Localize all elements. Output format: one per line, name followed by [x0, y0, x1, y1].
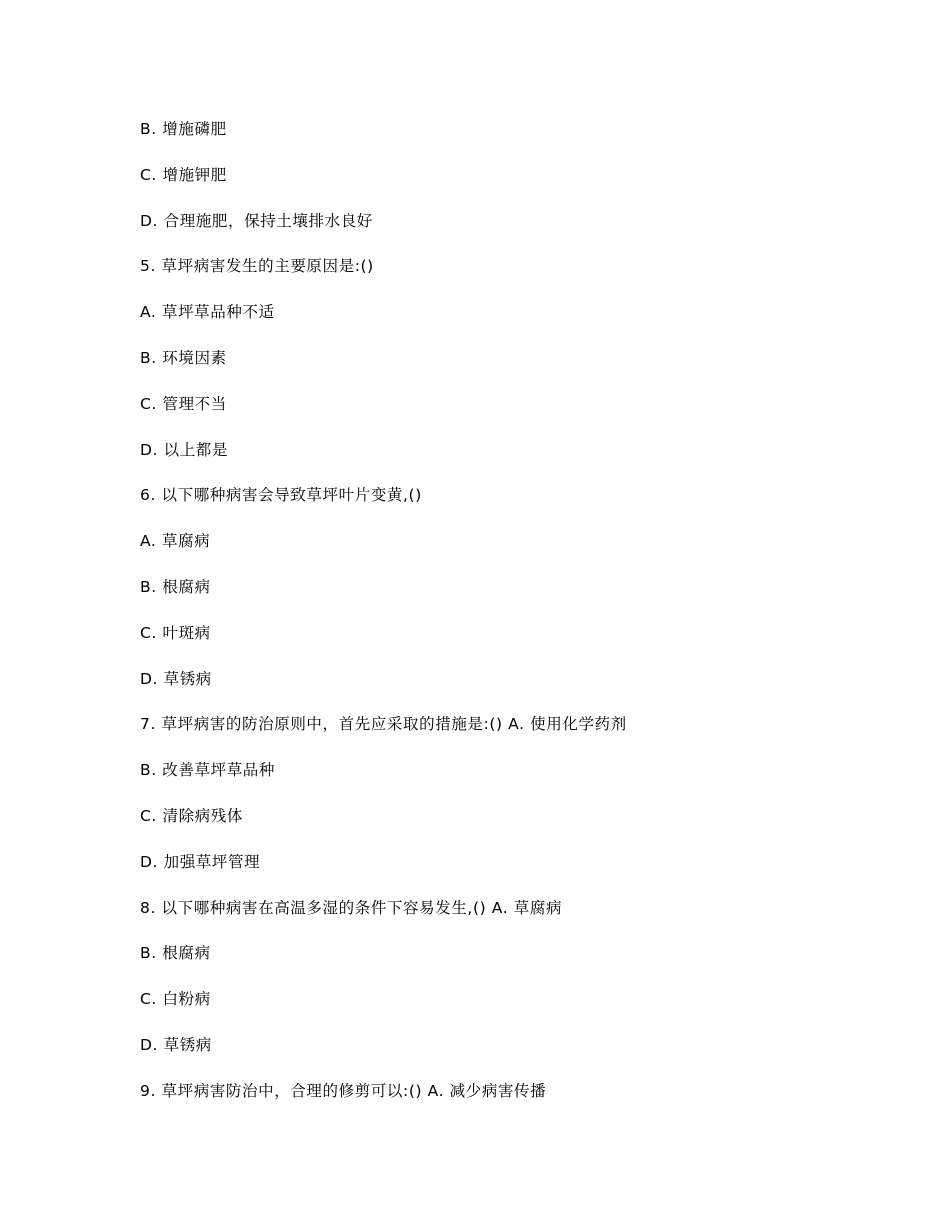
option-line: C. 增施钾肥: [140, 165, 227, 184]
option-line: D. 草锈病: [140, 1035, 212, 1054]
question-line: 5. 草坪病害发生的主要原因是:(): [140, 257, 374, 276]
option-line: C. 清除病残体: [140, 806, 243, 825]
text-lines: [140, 117, 900, 1125]
question-line: 6. 以下哪种病害会导致草坪叶片变黄,(): [140, 486, 422, 505]
option-line: B. 根腐病: [140, 944, 211, 963]
option-line: C. 管理不当: [140, 394, 227, 413]
option-line: A. 草腐病: [140, 532, 211, 551]
option-line: D. 加强草坪管理: [140, 852, 261, 871]
option-line: D. 以上都是: [140, 440, 228, 459]
option-line: C. 叶斑病: [140, 623, 211, 642]
option-line: B. 根腐病: [140, 577, 211, 596]
option-line: C. 白粉病: [140, 990, 211, 1009]
option-line: B. 增施磷肥: [140, 120, 227, 138]
option-line: A. 草坪草品种不适: [140, 303, 275, 322]
question-line: 9. 草坪病害防治中，合理的修剪可以:() A. 减少病害传播: [140, 1081, 547, 1100]
question-line: 8. 以下哪种病害在高温多湿的条件下容易发生,() A. 草腐病: [140, 898, 563, 917]
option-line: B. 改善草坪草品种: [140, 761, 275, 780]
option-line: D. 合理施肥，保持土壤排水良好: [140, 211, 373, 230]
option-line: B. 环境因素: [140, 348, 227, 367]
option-line: D. 草锈病: [140, 669, 212, 688]
question-line: 7. 草坪病害的防治原则中，首先应采取的措施是:() A. 使用化学药剂: [140, 715, 627, 734]
